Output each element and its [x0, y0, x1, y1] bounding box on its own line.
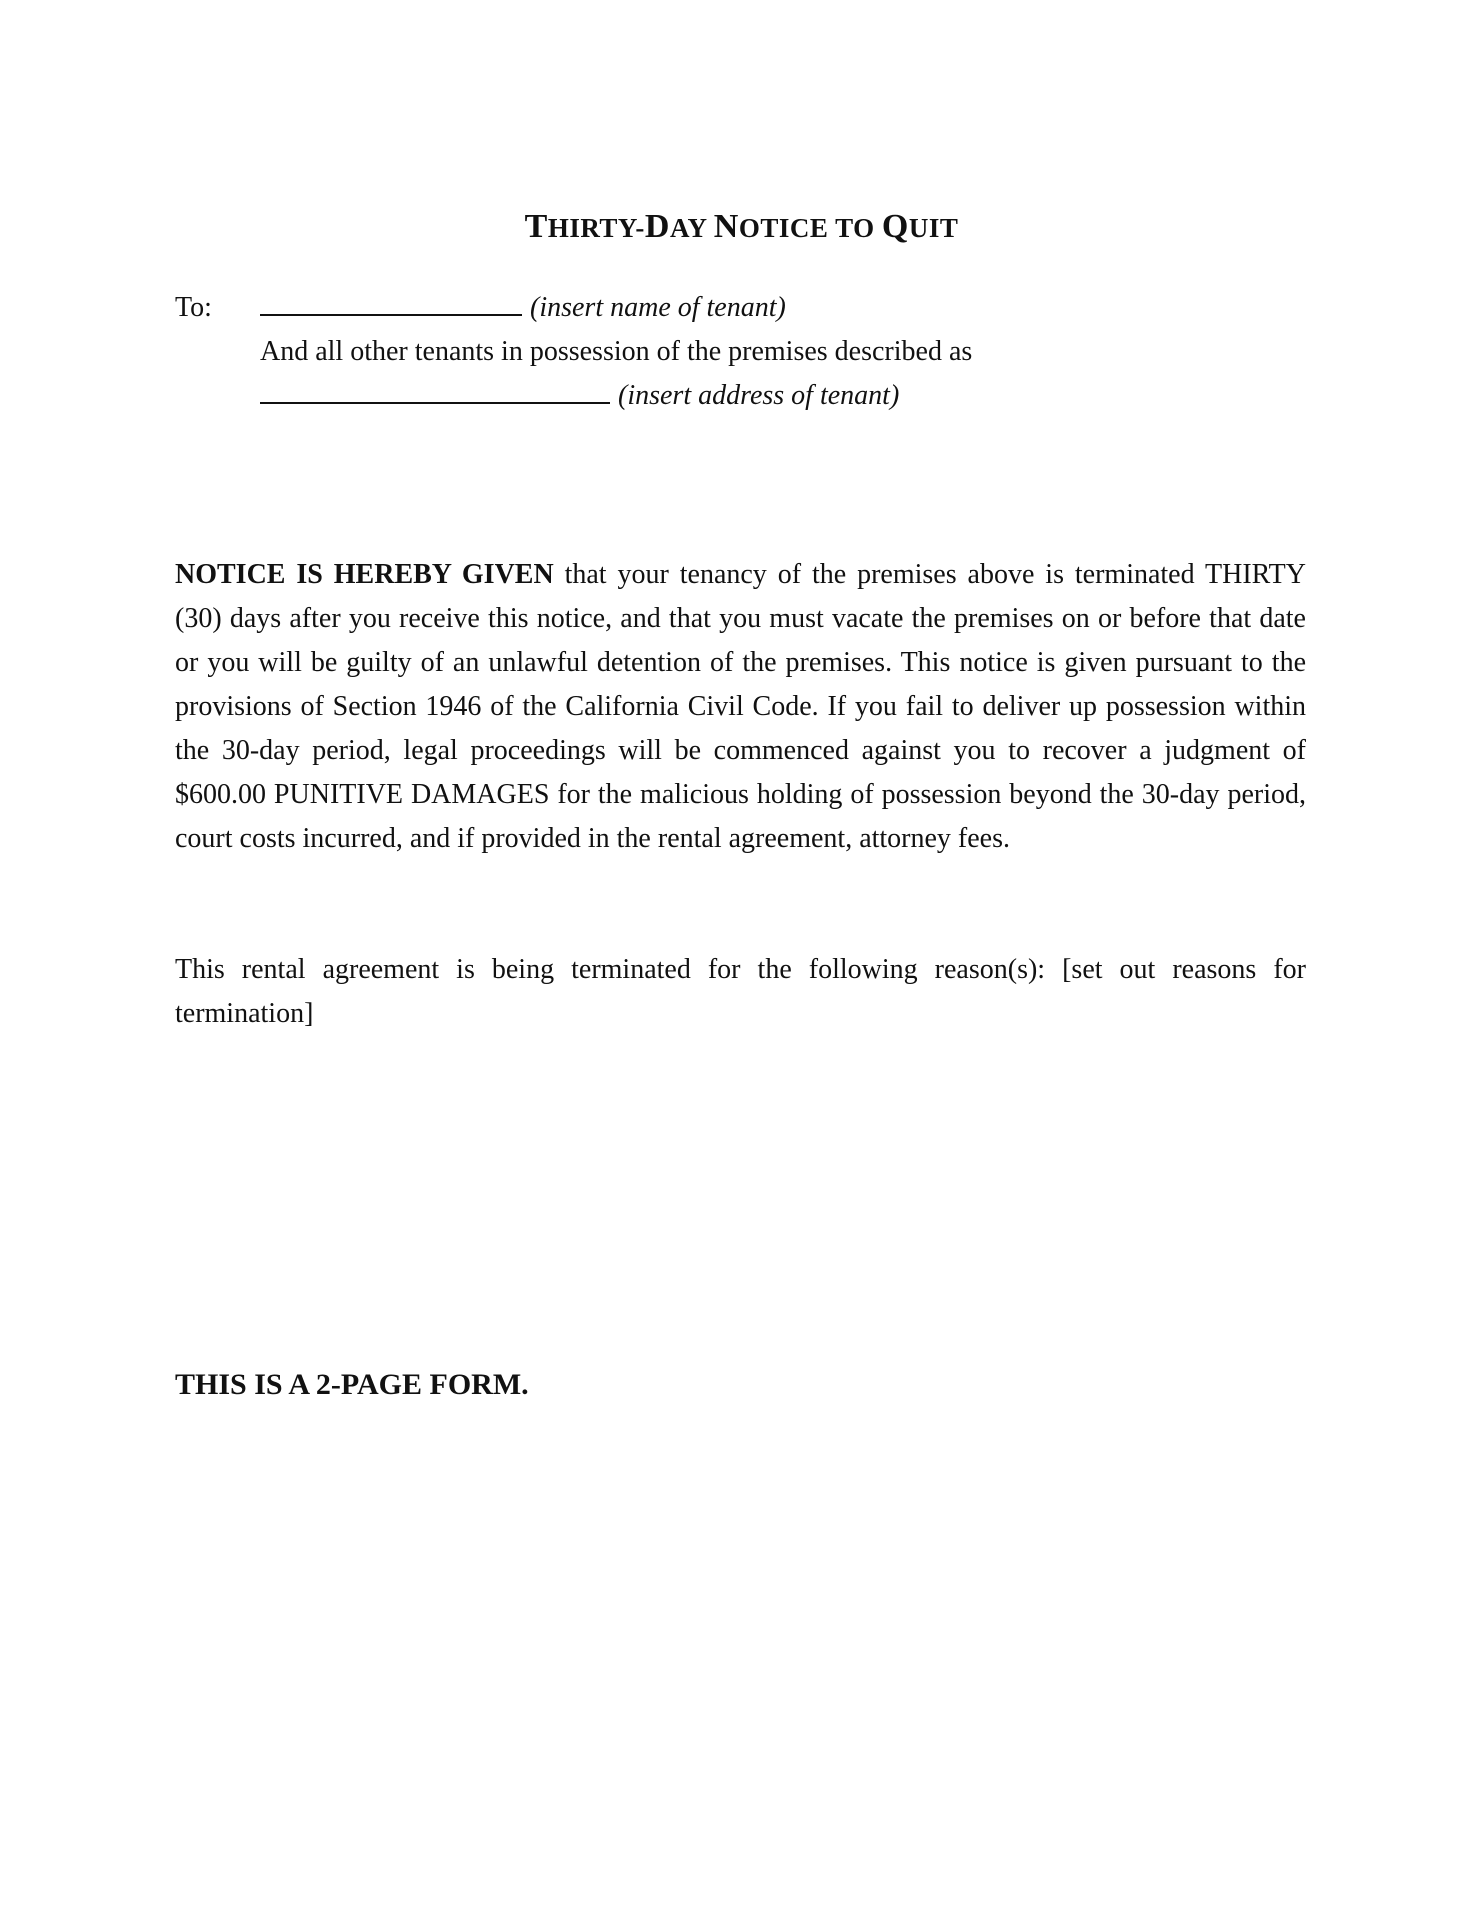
document-title — [0, 208, 1483, 246]
tenant-name-blank[interactable] — [260, 292, 522, 316]
tenant-name-line — [260, 292, 786, 324]
title-part: T — [524, 208, 548, 245]
tenant-address-hint: (insert address of tenant) — [618, 380, 900, 411]
tenant-address-blank[interactable] — [260, 380, 610, 404]
tenant-name-hint: (insert name of tenant) — [530, 292, 786, 323]
title-part: N — [713, 208, 739, 245]
notice-body: that your tenancy of the premises above is terminated THIRTY (30) days after you receive this notice, and that you must vacate the premises on or before that date or you will be guilty of an unlawful detention of the premises. This notice is given pursuant to the provisions of Section 1946 of the California Civil Code. If you fail to deliver up possession within the 30-day period, legal proceedings will be commenced against you to recover a judgment of $600.00 PUNITIVE DAMAGES for the malicious holding of possession beyond the 30-day period, court costs incurred, and if provided in the rental agreement, attorney fees. — [175, 559, 1306, 854]
title-part: OTICE TO — [738, 213, 882, 243]
title-part: Q — [881, 208, 909, 245]
title-part: AY — [669, 213, 714, 243]
reason-paragraph: This rental agreement is being terminated for the following reason(s): [set out reasons for termination] — [175, 954, 1306, 1029]
title-part: HIRTY- — [547, 213, 645, 243]
page-count-note: THIS IS A 2-PAGE FORM. — [175, 1368, 529, 1401]
title-part: D — [644, 208, 670, 245]
other-tenants-line: And all other tenants in possession of the premises described as — [260, 336, 973, 367]
tenant-address-line — [260, 380, 899, 412]
notice-lead: NOTICE IS HEREBY GIVEN — [175, 559, 554, 590]
title-part: UIT — [908, 213, 959, 243]
notice-paragraph — [175, 553, 1306, 861]
to-label: To: — [175, 292, 212, 323]
